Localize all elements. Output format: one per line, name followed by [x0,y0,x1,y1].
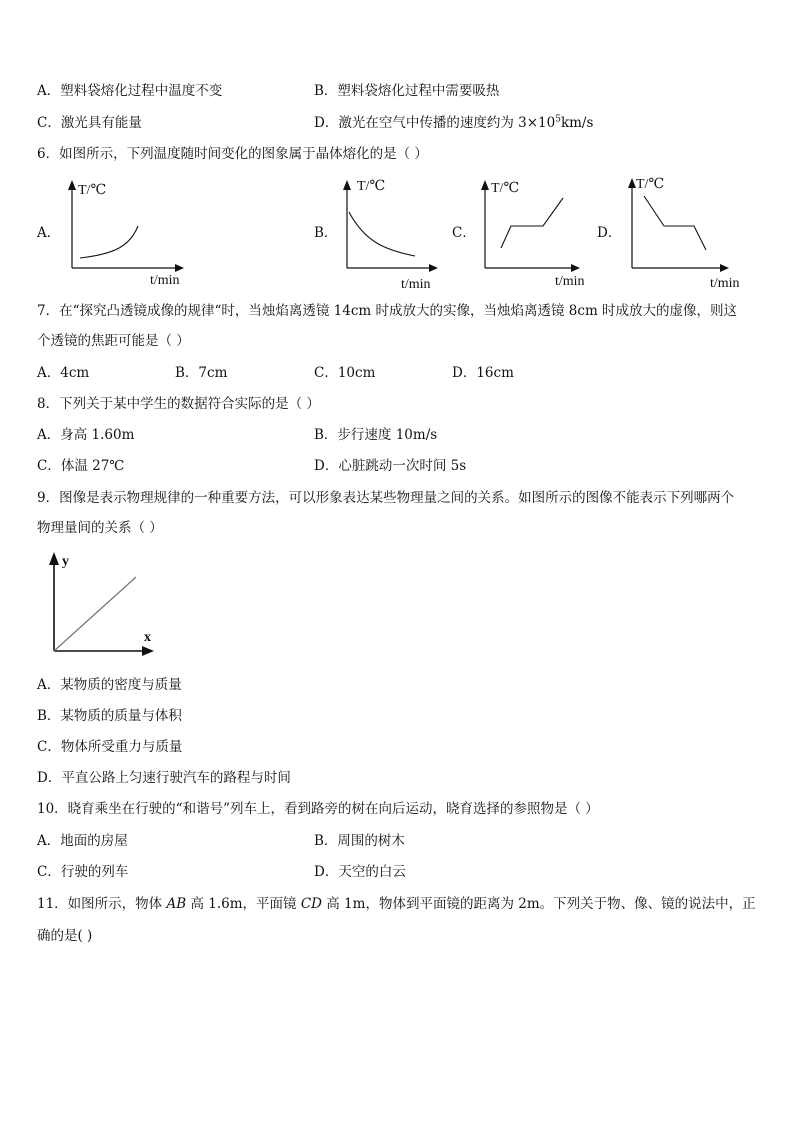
q6-graph-c-xlabel: t/min [555,274,585,289]
q5-option-d-text: D．激光在空气中传播的速度约为 3×10 [314,115,556,131]
q8-option-d: D．心脏跳动一次时间 5s [314,458,467,474]
q5-option-b: B．塑料袋熔化过程中需要吸热 [314,83,500,99]
q9-option-c: C．物体所受重力与质量 [37,739,183,755]
q5-option-a: A．塑料袋熔化过程中温度不变 [37,83,223,99]
q10-option-c: C．行驶的列车 [37,864,129,880]
q9-option-b: B．某物质的质量与体积 [37,708,182,724]
q10-option-b: B．周围的树木 [314,833,405,849]
q6-graph-a [60,176,190,288]
q9-graph [38,550,168,665]
q8-option-a: A．身高 1.60m [37,427,135,443]
q6-letter-c: C． [452,225,476,241]
q11-stem-part1: 11．如图所示，物体 [37,896,167,912]
q8-option-b: B．步行速度 10m/s [314,427,438,443]
q11-stem-part3: 高 1m，物体到平面镜的距离为 2m。下列关于物、像、镜的说法中，正 [321,896,756,912]
q5-option-d-exponent: 5 [555,114,561,125]
q10-option-a: A．地面的房屋 [37,833,128,849]
q6-graph-d-curve [644,196,706,250]
q9-graph-xlabel: x [144,630,151,645]
q6-graph-c-ylabel: T/℃ [491,181,520,196]
q9-graph-ylabel: y [62,554,69,569]
q11-object-ab: AB [166,896,187,912]
q6-graph-b-ylabel: T/℃ [357,179,386,194]
q11-stem-line1 [37,895,756,913]
q9-option-a: A．某物质的密度与质量 [37,677,182,693]
q10-option-d: D．天空的白云 [314,864,406,880]
q7-option-c: C．10cm [314,365,376,381]
q6-graph-c-curve [501,198,563,248]
q8-stem: 8．下列关于某中学生的数据符合实际的是（ ） [37,396,320,412]
q6-graph-a-curve [80,226,138,258]
q7-option-b: B．7cm [175,365,228,381]
q6-graph-b-xlabel: t/min [401,277,431,292]
q6-graph-b [335,176,465,292]
q6-graph-d-xlabel: t/min [710,276,740,291]
q5-option-c: C．激光具有能量 [37,115,142,131]
q7-option-d: D．16cm [452,365,514,381]
q7-stem-line1: 7．在“探究凸透镜成像的规律“时，当烛焰离透镜 14cm 时成放大的实像，当烛焰离透镜 8cm 时成放大的虚像，则这 [37,303,738,319]
q9-stem-line2: 物理量间的关系（ ） [37,520,163,536]
q6-letter-d: D． [597,225,622,241]
q6-letter-a: A． [37,225,61,241]
q6-graph-a-xlabel: t/min [150,273,180,288]
q11-stem-part2: 高 1.6m，平面镜 [186,896,301,912]
q6-graph-a-ylabel: T/℃ [78,183,107,198]
q9-graph-line [54,577,136,651]
q9-option-d: D．平直公路上匀速行驶汽车的路程与时间 [37,770,291,786]
q7-stem-line2: 个透镜的焦距可能是（ ） [37,333,190,349]
q10-stem: 10．晓育乘坐在行驶的“和谐号”列车上，看到路旁的树在向后运动，晓育选择的参照物是（ ） [37,801,599,817]
q6-stem: 6．如图所示，下列温度随时间变化的图象属于晶体熔化的是（ ） [37,146,428,162]
q7-option-a: A．4cm [37,365,90,381]
q9-stem-line1: 9．图像是表示物理规律的一种重要方法，可以形象表达某些物理量之间的关系。如图所示的图像不能表示下列哪两个 [37,490,735,506]
q11-mirror-cd: CD [300,896,322,912]
q8-option-c: C．体温 27℃ [37,458,125,474]
q6-graph-d-ylabel: T/℃ [636,177,665,192]
q11-stem-line2: 确的是( ) [37,928,93,944]
q5-option-d-unit: km/s [560,115,594,131]
q6-graph-c [473,176,603,288]
q6-graph-d [620,176,750,291]
q6-letter-b: B． [314,225,338,241]
q6-graph-b-curve [349,212,415,256]
q5-option-d [314,114,593,132]
